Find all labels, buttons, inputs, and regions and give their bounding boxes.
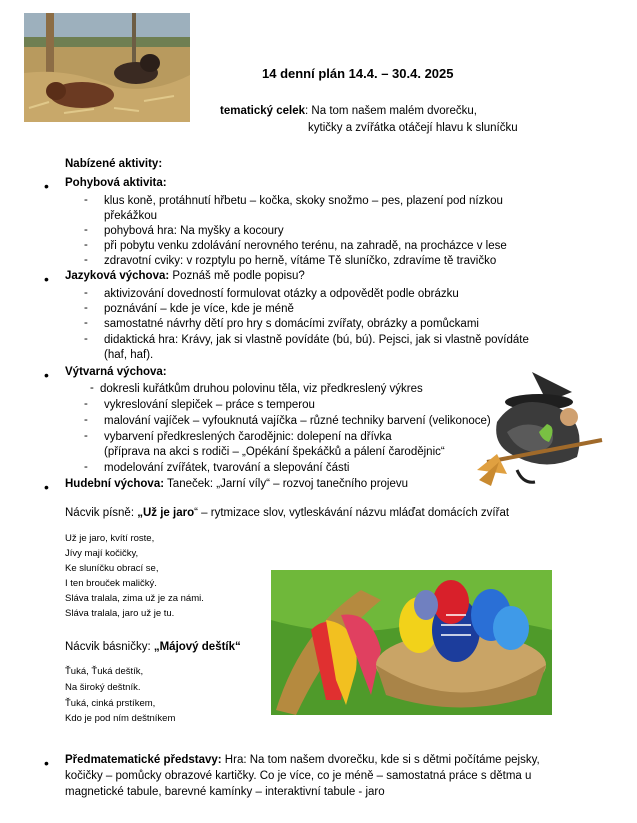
art-item: (příprava na akci s rodiči – „Opékání špekáčků a pálení čarodějnic“ [104,446,445,458]
language-item: poznávání – kde je více, kde je méně [104,303,294,315]
dash: - [84,224,88,236]
song-line: Sláva tralala, zima už je za námi. [65,593,204,604]
language-item: didaktická hra: Krávy, jak si vlastně povídáte (bú, bú). Pejsci, jak si vlastně povídáte [104,334,529,346]
language-item: (haf, haf). [104,349,154,361]
theme-line-1: tematický celek: Na tom našem malém dvorečku, [220,105,477,117]
bullet: • [44,271,49,287]
language-item: samostatné návrhy dětí pro hry s domácími zvířaty, obrázky a pomůckami [104,318,479,330]
language-item: aktivizování dovedností formulovat otázky a odpovědět podle obrázku [104,288,459,300]
song-line: I ten brouček maličký. [65,578,157,589]
art-item: vykreslování slepiček – práce s temperou [104,399,315,411]
poem-line: Ťuká, Ťuká deštík, [65,666,144,677]
movement-item: klus koně, protáhnutí hřbetu – kočka, skoky snožmo – pes, plazení pod nízkou [104,195,503,207]
song-line: Jívy mají kočičky, [65,548,139,559]
dash: - [84,287,88,299]
dash: - [84,317,88,329]
math-line-3: magnetické tabule, barevné kamínky – interaktivní tabule - jaro [65,786,385,798]
dash: - [84,461,88,473]
page-title: 14 denní plán 14.4. – 30.4. 2025 [262,66,454,81]
math-line-2: kočičky – pomůcky obrazové kartičky. Co je více, co je méně – samostatná práce s dětma u [65,770,532,782]
song-line: Sláva tralala, jaro už je tu. [65,608,175,619]
art-item: malování vajíček – vyfouknutá vajíčka – různé techniky barvení (velikonoce) [104,415,491,427]
dash: - [84,239,88,251]
art-item: vybarvení předkreslených čarodějnic: dolepení na dřívka [104,431,392,443]
movement-item: zdravotní cviky: v rozptylu po herně, vítáme Tě sluníčko, zdravíme tě travičko [104,255,497,267]
poem-line: Ťuká, cinká prstíkem, [65,698,156,709]
dash: - [84,333,88,345]
bullet: • [44,367,49,383]
movement-label: Pohybová aktivita: [65,177,167,189]
dash: - [84,398,88,410]
bullet: • [44,755,49,771]
easter-eggs-photo [271,570,552,715]
dash: - [84,194,88,206]
movement-item: překážkou [104,210,158,222]
dash: - [84,302,88,314]
bullet: • [44,178,49,194]
witch-illustration [477,362,609,490]
song-line: Ke sluníčku obrací se, [65,563,159,574]
song-line: Už je jaro, kvítí roste, [65,533,155,544]
art-item: modelování zvířátek, tvarování a slepování části [104,462,350,474]
art-label: Výtvarná výchova: [65,366,167,378]
language-label: Jazyková výchova: Poznáš mě podle popisu? [65,270,305,282]
dash: - [84,430,88,442]
dash: - [90,382,94,394]
activities-heading: Nabízené aktivity: [65,158,163,170]
art-item: dokresli kuřátkům druhou polovinu těla, viz předkreslený výkres [100,383,423,395]
song-heading: Nácvik písně: „Už je jaro“ – rytmizace slov, vytleskávání názvu mláďat domácích zvířat [65,507,510,519]
poem-line: Na široký deštník. [65,682,141,693]
movement-item: při pobytu venku zdolávání nerovného terénu, na zahradě, na procházce v lese [104,240,507,252]
lambs-photo [24,13,190,122]
poem-heading: Nácvik básničky: „Májový deštík“ [65,641,241,653]
movement-item: pohybová hra: Na myšky a kocoury [104,225,284,237]
dash: - [84,254,88,266]
music-label: Hudební výchova: Taneček: „Jarní víly“ – rozvoj tanečního projevu [65,478,409,490]
poem-line: Kdo je pod ním deštníkem [65,713,176,724]
math-line-1: Předmatematické představy: Hra: Na tom našem dvorečku, kde si s dětmi počítáme pejsky, [65,754,540,766]
theme-line-2: kytičky a zvířátka otáčejí hlavu k sluníčku [308,122,518,134]
dash: - [84,414,88,426]
bullet: • [44,479,49,495]
